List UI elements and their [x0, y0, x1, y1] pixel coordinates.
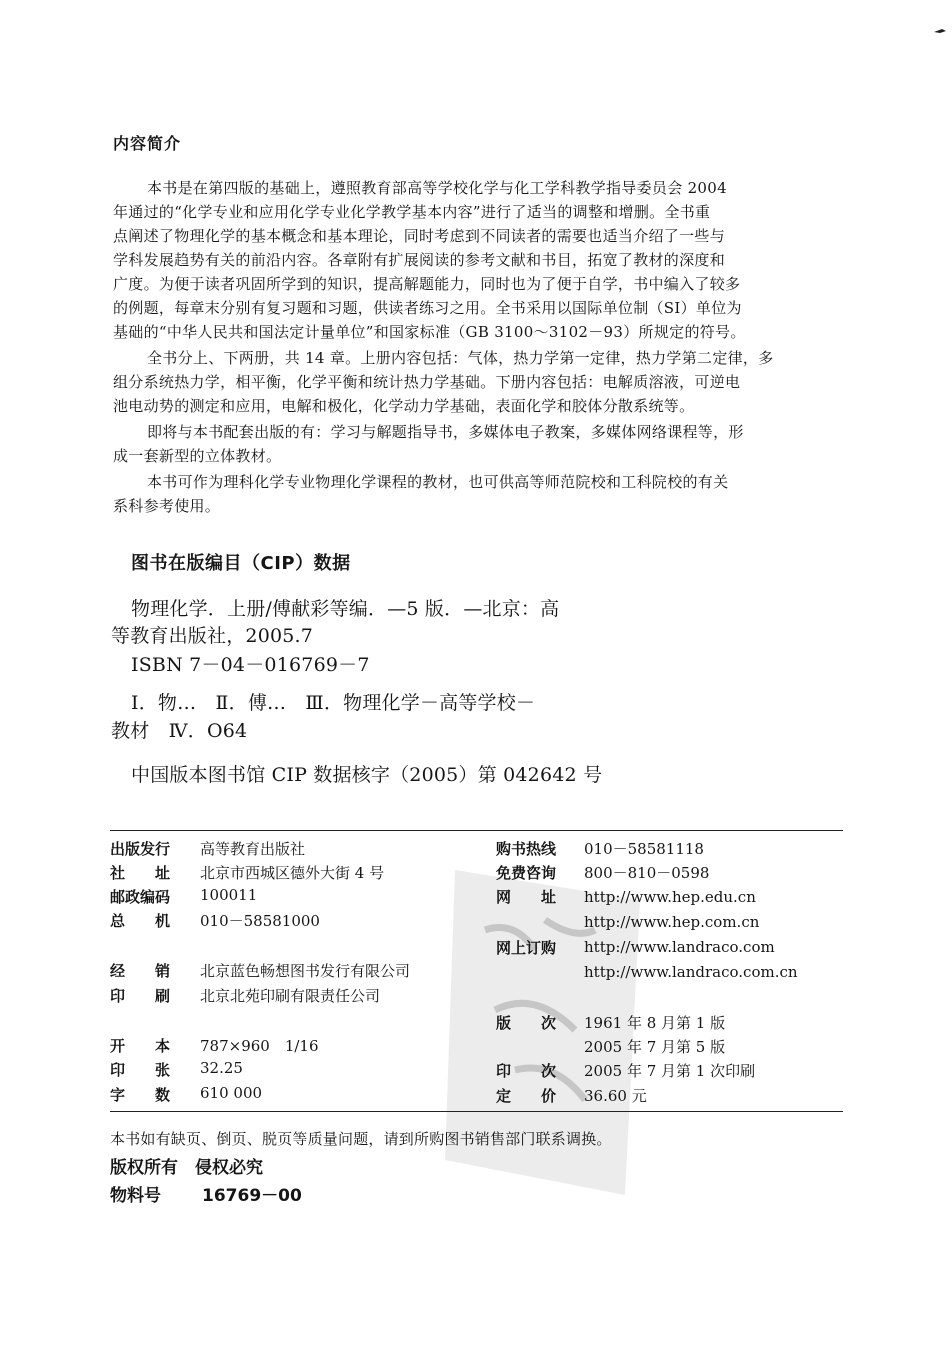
table-bottom-rule	[110, 1111, 843, 1112]
table-top-rule	[110, 830, 843, 831]
value-website-alt: http://www.hep.com.cn	[584, 913, 760, 931]
label-hotline: 购书热线	[496, 840, 557, 858]
material-number-label: 物料号	[110, 1186, 161, 1206]
material-number: 16769－00	[202, 1186, 302, 1206]
label-edition: 版 次	[496, 1014, 557, 1032]
intro-line: 全书分上、下两册，共 14 章。上册内容包括：气体，热力学第一定律，热力学第二定律，多	[147, 349, 774, 367]
label-switchboard: 总 机	[110, 912, 171, 930]
cip-line: 等教育出版社，2005.7	[111, 625, 314, 647]
value-price: 36.60 元	[584, 1087, 647, 1105]
value-word-count: 610 000	[200, 1084, 263, 1102]
cip-heading: 图书在版编目（CIP）数据	[131, 553, 351, 574]
intro-line: 本书是在第四版的基础上，遵照教育部高等学校化学与化工学科教学指导委员会 2004	[147, 179, 727, 197]
label-distributor: 经 销	[110, 962, 171, 980]
intro-line: 本书可作为理科化学专业物理化学课程的教材，也可供高等师范院校和工科院校的有关	[147, 473, 729, 491]
value-postcode: 100011	[200, 886, 258, 904]
label-format: 开 本	[110, 1037, 171, 1055]
intro-line: 年通过的“化学专业和应用化学专业化学教学基本内容”进行了适当的调整和增删。全书重	[113, 203, 711, 221]
value-printing: 2005 年 7 月第 1 次印刷	[584, 1062, 756, 1080]
cip-line: 物理化学．上册/傅献彩等编．—5 版．—北京：高	[131, 598, 560, 620]
intro-line: 系科参考使用。	[113, 497, 221, 515]
intro-line: 组分系统热力学，相平衡，化学平衡和统计热力学基础。下册内容包括：电解质溶液，可逆电	[113, 373, 741, 391]
quality-notice: 本书如有缺页、倒页、脱页等质量问题，请到所购图书销售部门联系调换。	[110, 1130, 612, 1148]
label-printer: 印 刷	[110, 987, 171, 1005]
label-word-count: 字 数	[110, 1086, 171, 1104]
label-sheets: 印 张	[110, 1061, 171, 1079]
value-format: 787×960 1/16	[200, 1037, 319, 1055]
value-edition-first: 1961 年 8 月第 1 版	[584, 1014, 726, 1032]
cip-line: 教材 Ⅳ．O64	[111, 720, 248, 742]
intro-line: 池电动势的测定和应用，电解和极化，化学动力学基础，表面化学和胶体分散系统等。	[113, 397, 695, 415]
value-publisher: 高等教育出版社	[200, 840, 306, 858]
intro-line: 基础的“中华人民共和国法定计量单位”和国家标准（GB 3100～3102－93）所规定的符号。	[113, 323, 746, 341]
intro-line: 学科发展趋势有关的前沿内容。各章附有扩展阅读的参考文献和书目，拓宽了教材的深度和	[113, 251, 726, 269]
label-price: 定 价	[496, 1087, 557, 1105]
label-online-order: 网上订购	[496, 939, 557, 957]
cip-line: ISBN 7－04－016769－7	[131, 654, 370, 676]
value-printer: 北京北苑印刷有限责任公司	[200, 987, 381, 1005]
label-printing: 印 次	[496, 1062, 557, 1080]
value-online-order: http://www.landraco.com	[584, 938, 775, 956]
intro-line: 点阐述了物理化学的基本概念和基本理论，同时考虑到不同读者的需要也适当介绍了一些与	[113, 227, 726, 245]
label-address: 社 址	[110, 864, 171, 882]
label-postcode: 邮政编码	[110, 888, 171, 906]
label-publisher: 出版发行	[110, 840, 171, 858]
corner-mark	[934, 28, 946, 34]
intro-line: 成一套新型的立体教材。	[113, 447, 282, 465]
intro-line: 即将与本书配套出版的有：学习与解题指导书，多媒体电子教案，多媒体网络课程等，形	[147, 423, 744, 441]
value-distributor: 北京蓝色畅想图书发行有限公司	[200, 962, 411, 980]
value-sheets: 32.25	[200, 1059, 243, 1077]
value-website: http://www.hep.edu.cn	[584, 888, 756, 906]
value-edition-current: 2005 年 7 月第 5 版	[584, 1038, 726, 1056]
copyright-notice: 版权所有 侵权必究	[110, 1158, 263, 1178]
label-website: 网 址	[496, 888, 557, 906]
intro-line: 的例题，每章末分别有复习题和习题，供读者练习之用。全书采用以国际单位制（SI）单位为	[113, 299, 742, 317]
value-hotline: 010－58581118	[584, 840, 704, 858]
cip-number-line: 中国版本图书馆 CIP 数据核字（2005）第 042642 号	[131, 764, 603, 786]
value-switchboard: 010－58581000	[200, 912, 320, 930]
value-address: 北京市西城区德外大街 4 号	[200, 864, 385, 882]
intro-line: 广度。为便于读者巩固所学到的知识，提高解题能力，同时也为了便于自学，书中编入了较多	[113, 275, 741, 293]
value-free-consult: 800－810－0598	[584, 864, 710, 882]
label-free-consult: 免费咨询	[496, 864, 557, 882]
intro-heading: 内容简介	[113, 134, 182, 153]
cip-line: Ⅰ．物… Ⅱ．傅… Ⅲ．物理化学－高等学校－	[131, 692, 536, 714]
value-online-order-alt: http://www.landraco.com.cn	[584, 963, 798, 981]
